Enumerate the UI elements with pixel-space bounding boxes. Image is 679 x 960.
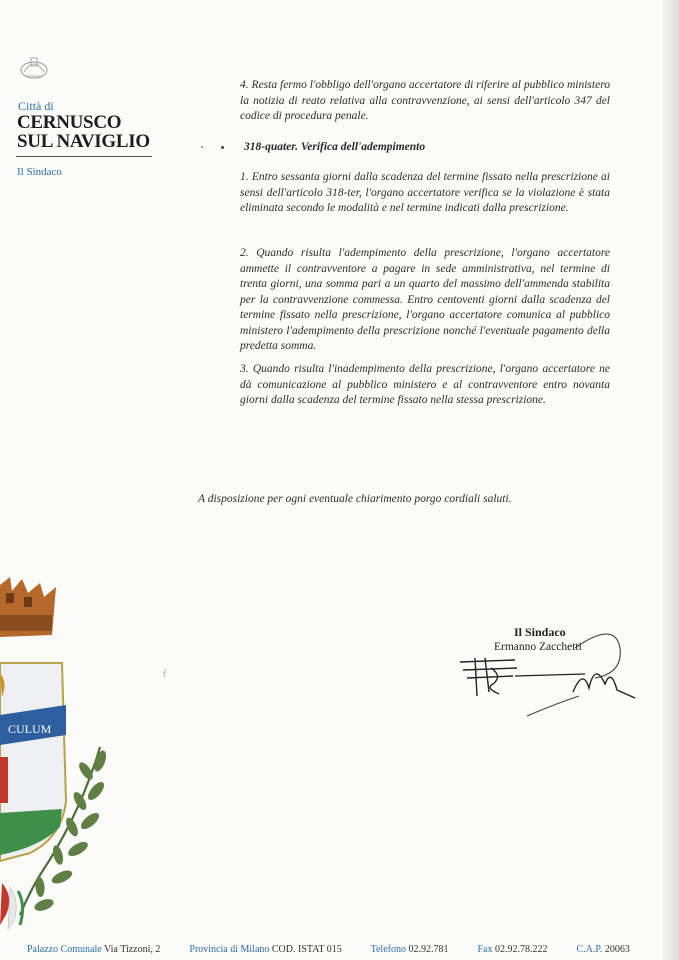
city-of-label: Città di [18,99,54,113]
letterhead-divider [16,156,152,157]
city-name-line2: SUL NAVIGLIO [17,131,150,152]
paragraph-1: 1. Entro sessanta giorni dalla scadenza del termine fissato nella prescrizione ai sensi dell'articolo 318-ter, l'organo accertatore verifica se la violazione è stata eliminata secondo le modalità e nel termine indicati dalla prescrizione. [240,171,610,214]
coat-of-arms-emblem [0,565,125,945]
signature-title: Il Sindaco [514,625,566,639]
footer-palazzo-label: Palazzo Comunale [27,944,102,955]
closing-line: A disposizione per ogni eventuale chiarimento porgo cordiali saluti. [198,493,512,505]
footer-cap: 20063 [604,944,630,955]
footer-telefono-label: Telefono [370,944,406,955]
paragraph-2: 2. Quando risulta l'adempimento della prescrizione, l'organo accertatore ammette il contravventore a pagare in sede amministrativa, nel termine di trenta giorni, una somma pari a un quarto del massimo dell'ammenda stabilita per la contravvenzione commessa. Entro centoventi giorni dalla scadenza del termine fissato nella prescrizione, l'organo accertatore comunica al pubblico ministero l'adempimento della prescrizione nonché l'eventuale pagamento della predetta somma. [240,247,610,352]
footer-fax: 02.92.78.222 [494,944,548,955]
paragraph-4: 4. Resta fermo l'obbligo dell'organo accertatore di riferire al pubblico ministero la notizia di reato relativa alla contravvenzione, ai sensi dell'articolo 347 del codice di procedura penale. [240,79,610,122]
footer [27,944,647,955]
city-name [17,113,150,151]
city-seal-icon [16,50,52,84]
signature-name: Ermanno Zacchetti [494,641,582,653]
page-edge [663,0,679,960]
emblem-motto: CULUM [8,722,52,736]
footer-fax-label: Fax [477,944,493,955]
section-heading: 318-quater. Verifica dell'adempimento [244,141,426,153]
stray-mark: ƭ [163,668,167,680]
bullet-dot [221,146,224,149]
city-name-line1: CERNUSCO [17,112,122,133]
handwritten-signature [455,618,645,722]
footer-cap-label: C.A.P. [576,944,603,955]
footer-telefono: 02.92.781 [408,944,449,955]
footer-istat: COD. ISTAT 015 [271,944,342,955]
footer-address: Via Tizzoni, 2 [104,944,161,955]
paragraph-3: 3. Quando risulta l'inadempimento della prescrizione, l'organo accertatore ne dà comunicazione al pubblico ministero e al contravventore entro novanta giorni dalla scadenza del termine fissato nella stessa prescrizione. [240,363,610,406]
footer-provincia-label: Provincia di Milano [189,944,270,955]
bullet-dot [201,146,203,148]
office-label: Il Sindaco [17,166,62,178]
